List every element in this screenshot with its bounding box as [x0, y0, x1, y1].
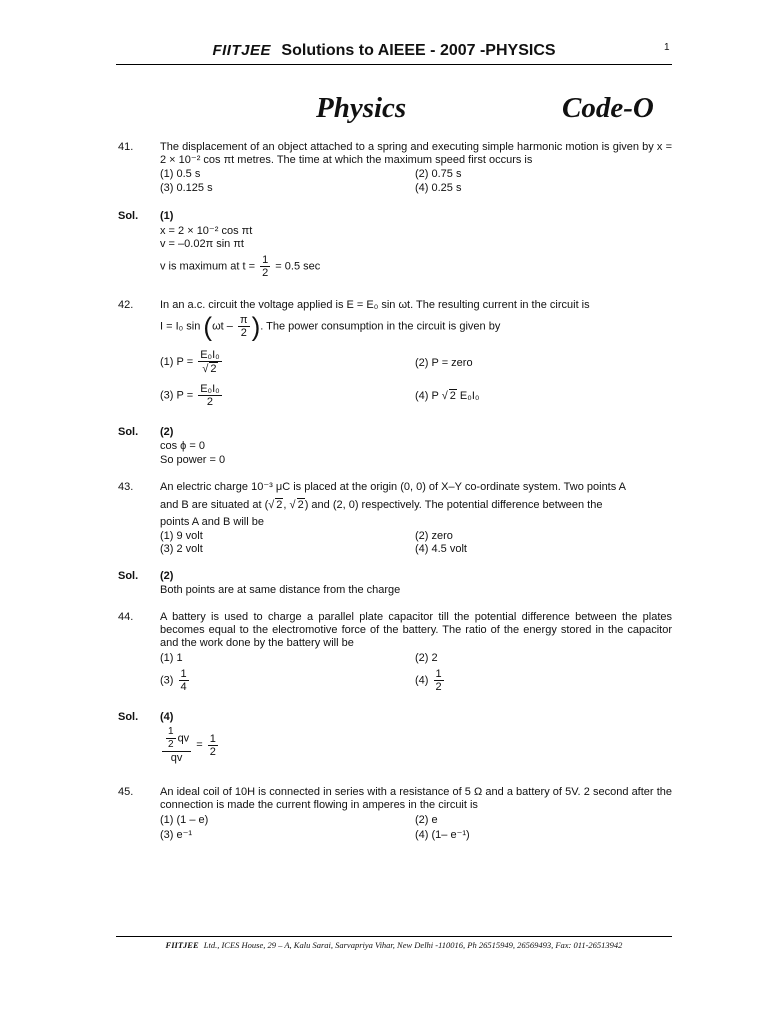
- solution-line: x = 2 × 10⁻² cos πt: [160, 225, 253, 237]
- solution-text: = 0.5 sec: [275, 260, 321, 273]
- question-number: 42.: [118, 299, 134, 311]
- solution-answer: (2): [160, 570, 174, 582]
- solution-answer: (1): [160, 210, 174, 222]
- fraction-numerator: 1: [180, 668, 187, 680]
- solution-line: v = –0.02π sin πt: [160, 238, 244, 250]
- option-text: (4) P: [415, 390, 439, 402]
- solution-line: cos ϕ = 0: [160, 440, 205, 452]
- option-1: (1) 9 volt: [160, 530, 203, 542]
- option-1: (1) (1 – e): [160, 814, 209, 826]
- question-text: A battery is used to charge a parallel plate capacitor till the potential difference between the plates becomes equal to the electromotive force of the battery. The ratio of the energy stored in the capacitor and the work done by the battery will be: [160, 611, 672, 649]
- option-3: (3) 2 volt: [160, 543, 203, 555]
- question-number: 41.: [118, 141, 134, 153]
- question-text: The displacement of an object attached to a spring and executing simple harmonic motion is given by x = 2 × 10⁻² cos πt metres. The time at which the maximum speed first occurs is: [160, 141, 672, 166]
- solution-line: Both points are at same distance from the charge: [160, 584, 401, 596]
- subject-code: Code-O: [562, 92, 654, 124]
- question-text: . The power consumption in the circuit is given by: [260, 320, 501, 333]
- fraction-numerator: 1: [435, 668, 442, 680]
- option-text: E₀I₀: [459, 390, 480, 402]
- solution-text: v is maximum at t =: [160, 260, 256, 273]
- question-text: In an a.c. circuit the voltage applied is E = E₀ sin ωt. The resulting current in the circuit is: [160, 299, 590, 311]
- option-4: (4) 4.5 volt: [415, 543, 467, 555]
- paren-open: (: [203, 311, 213, 342]
- question-number: 43.: [118, 481, 134, 493]
- question-text: ωt –: [212, 320, 233, 333]
- option-4: (4) (1– e⁻¹): [415, 829, 470, 841]
- option-text: (3) P =: [160, 389, 194, 402]
- fraction: [162, 726, 191, 764]
- sqrt-radicand: 2: [276, 499, 283, 511]
- footer-text: Ltd., ICES House, 29 – A, Kalu Sarai, Sarvapriya Vihar, New Delhi -110016, Ph 26515949, 26569493, Fax: 011-26513942: [203, 940, 623, 950]
- header-title: Solutions to AIEEE - 2007 -PHYSICS: [281, 42, 556, 59]
- option-1: (1) 1: [160, 652, 183, 664]
- option-3: (3) e⁻¹: [160, 829, 193, 841]
- fraction-numerator: E₀I₀: [200, 349, 220, 361]
- option-2: (2) e: [415, 814, 438, 826]
- option-1: [160, 349, 224, 375]
- solution-text: =: [196, 738, 203, 751]
- option-2: (2) zero: [415, 530, 453, 542]
- page-number: 1: [664, 42, 670, 53]
- solution-line: So power = 0: [160, 454, 226, 466]
- option-3: [160, 668, 191, 693]
- question-text-line: [160, 311, 501, 342]
- question-text: An electric charge 10⁻³ μC is placed at the origin (0, 0) of X–Y co-ordinate system. Two points A: [160, 481, 627, 493]
- fraction: [434, 668, 444, 693]
- option-4: (4) 0.25 s: [415, 182, 462, 194]
- fraction-denominator: 2: [240, 327, 247, 339]
- solution-text: qv: [177, 732, 190, 745]
- solution-label: Sol.: [118, 711, 139, 723]
- option-text: (4): [415, 674, 429, 687]
- option-2: (2) 0.75 s: [415, 168, 462, 180]
- sqrt-radicand: 2: [210, 363, 217, 375]
- solution-label: Sol.: [118, 426, 139, 438]
- fraction: [238, 314, 250, 339]
- fraction-denominator: 2: [209, 745, 216, 758]
- fraction: [260, 254, 270, 279]
- option-4: [415, 668, 446, 693]
- question-text: ) and (2, 0) respectively. The potential difference between the: [304, 499, 603, 511]
- question-number: 44.: [118, 611, 134, 623]
- sqrt-radicand: 2: [449, 390, 456, 402]
- page-header: [0, 42, 768, 60]
- page-footer: [116, 940, 672, 950]
- fraction-numerator: E₀I₀: [200, 383, 220, 395]
- fraction: [179, 668, 189, 693]
- subject-title: Physics: [316, 92, 407, 124]
- fraction-numerator: π: [239, 314, 248, 326]
- fraction-numerator: 1: [168, 726, 174, 737]
- solution-label: Sol.: [118, 210, 139, 222]
- footer-rule: [116, 936, 672, 937]
- fraction: [166, 726, 176, 751]
- fraction: [198, 349, 222, 375]
- sqrt-radicand: 2: [297, 499, 304, 511]
- question-number: 45.: [118, 786, 134, 798]
- solution-answer: (4): [160, 711, 174, 723]
- fraction-denominator: 2: [168, 739, 174, 750]
- fraction-denominator: 2: [435, 681, 442, 693]
- fraction-numerator: 1: [262, 254, 269, 266]
- fraction-numerator: [162, 726, 191, 752]
- option-3: [160, 383, 224, 408]
- fraction: [208, 733, 218, 758]
- question-text: I = I₀ sin: [160, 320, 201, 333]
- question-text-line: and B are situated at (√ 2, √ 2) and (2, 0) respectively. The potential difference between the: [160, 499, 603, 511]
- fraction-numerator: 1: [209, 732, 216, 745]
- option-2: (2) P = zero: [415, 357, 473, 369]
- option-1: (1) 0.5 s: [160, 168, 201, 180]
- solution-label: Sol.: [118, 570, 139, 582]
- paren-close: ): [251, 311, 261, 342]
- fraction-denominator: 2: [262, 267, 269, 279]
- header-brand: FIITJEE: [212, 42, 271, 59]
- solution-ratio: [160, 726, 220, 764]
- header-rule: [116, 64, 672, 65]
- footer-brand: FIITJEE: [165, 940, 199, 950]
- fraction-denominator: 2: [206, 396, 214, 408]
- option-2: (2) 2: [415, 652, 438, 664]
- option-4: (4) P √ 2 E₀I₀: [415, 390, 480, 402]
- solution-fraction-line: [160, 254, 320, 279]
- fraction-denominator: √ 2: [202, 363, 217, 375]
- option-text: (1) P =: [160, 355, 194, 368]
- fraction-denominator: qv: [170, 752, 183, 764]
- solution-answer: (2): [160, 426, 174, 438]
- fraction: [198, 383, 222, 408]
- option-text: (3): [160, 674, 174, 687]
- option-3: (3) 0.125 s: [160, 182, 213, 194]
- question-text: An ideal coil of 10H is connected in series with a resistance of 5 Ω and a battery of 5V. 2 second after the connection is made the current flowing in amperes in the circuit is: [160, 786, 672, 811]
- question-text: and B are situated at (: [160, 499, 269, 511]
- question-text: points A and B will be: [160, 516, 264, 528]
- fraction-denominator: 4: [180, 681, 187, 693]
